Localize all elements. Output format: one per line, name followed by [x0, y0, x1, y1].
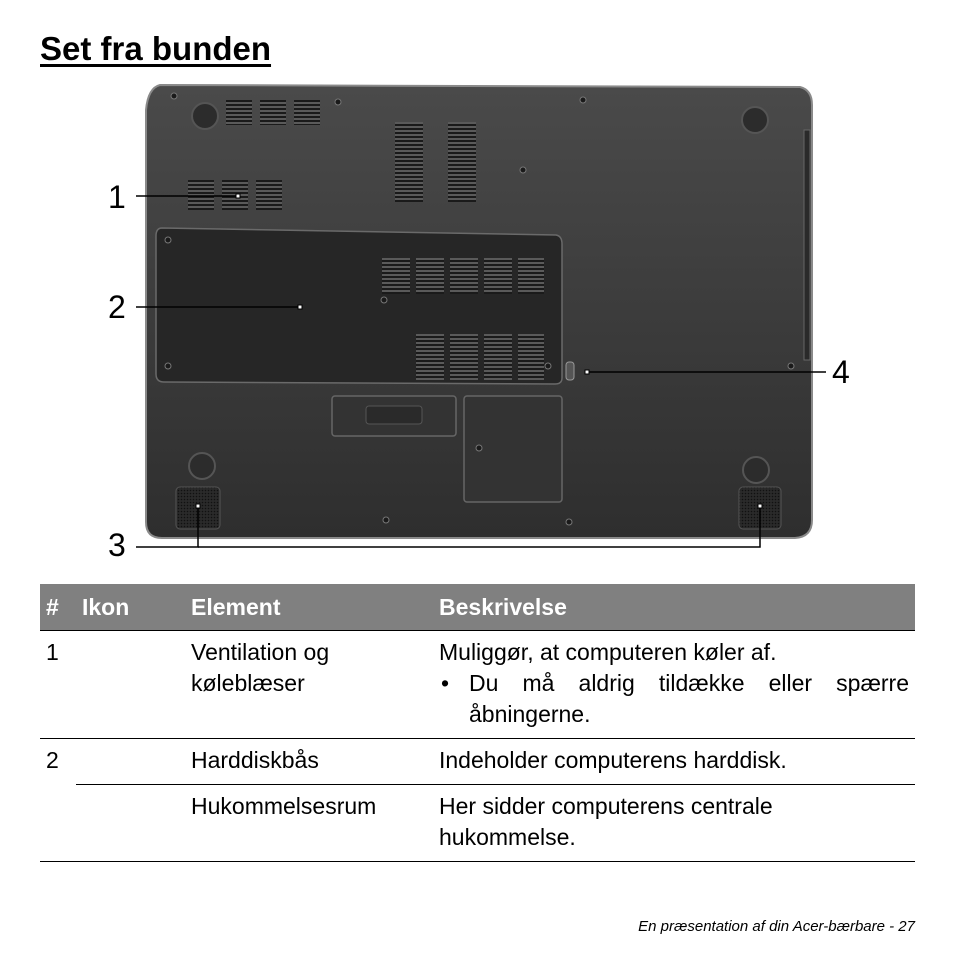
table-row	[40, 785, 915, 862]
header-description: Beskrivelse	[433, 584, 915, 631]
description-text: Muliggør, at computeren køler af.	[439, 639, 777, 665]
row-element: Ventilation og køleblæser	[185, 631, 433, 739]
page-footer: En præsentation af din Acer-bærbare - 27	[638, 918, 915, 935]
bullet-list	[439, 668, 909, 730]
component-table	[40, 584, 915, 862]
header-element: Element	[185, 584, 433, 631]
table-row	[40, 739, 915, 785]
table-header-row	[40, 584, 915, 631]
rubber-foot	[189, 453, 215, 479]
row-element: Harddiskbås	[185, 739, 433, 785]
rubber-foot	[743, 457, 769, 483]
row-num: 2	[40, 739, 76, 862]
callout-2: 2	[108, 289, 126, 325]
cooling-vents	[188, 180, 282, 210]
battery-lock	[566, 362, 574, 380]
header-num: #	[40, 584, 76, 631]
row-description: Indeholder computerens harddisk.	[433, 739, 915, 785]
callout-4: 4	[832, 354, 850, 390]
table-row	[40, 631, 915, 739]
row-description: Her sidder computerens centrale hukommelse.	[433, 785, 915, 862]
row-element: Hukommelsesrum	[185, 785, 433, 862]
row-icon	[76, 785, 185, 862]
rubber-foot	[192, 103, 218, 129]
row-num: 1	[40, 631, 76, 739]
row-icon	[76, 739, 185, 785]
header-icon: Ikon	[76, 584, 185, 631]
callout-3: 3	[108, 527, 126, 563]
callout-1: 1	[108, 179, 126, 215]
row-icon	[76, 631, 185, 739]
rubber-foot	[742, 107, 768, 133]
bullet-item: • Du må aldrig tildække eller spærre åbningerne.	[439, 668, 909, 730]
page-title: Set fra bunden	[40, 30, 272, 67]
row-description	[433, 631, 915, 739]
